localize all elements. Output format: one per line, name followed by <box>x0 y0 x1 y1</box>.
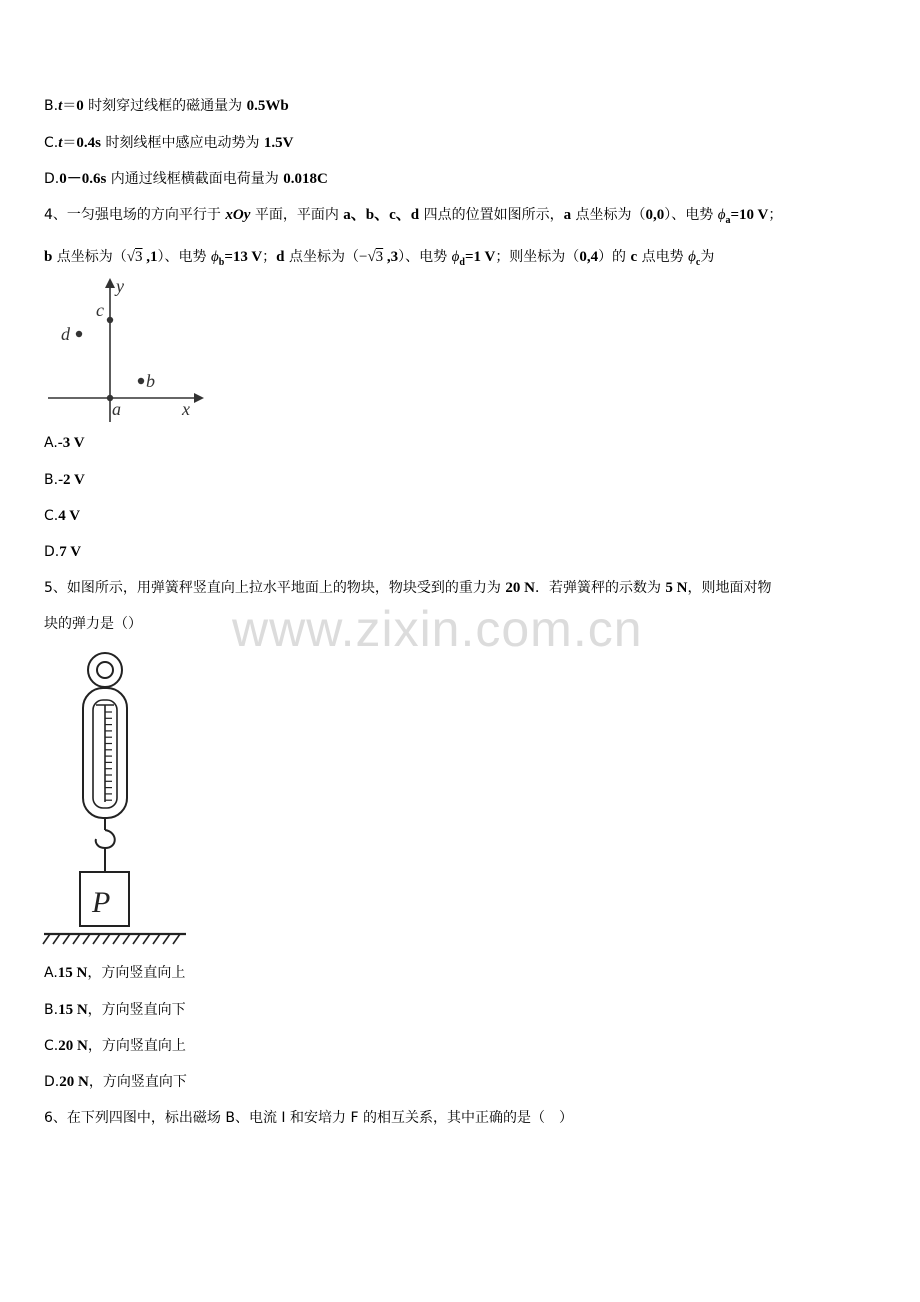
q5-stem-line2: 块的弹力是（） <box>44 616 142 632</box>
q4-coordinate-figure <box>44 276 204 422</box>
ground-hatch-line <box>123 934 130 944</box>
q5-spring-scale-figure <box>40 650 190 946</box>
q4-option-b: B.-2 V <box>44 472 85 488</box>
ground-hatch-line <box>63 934 70 944</box>
q5-option-c: C.20 N，方向竖直向上 <box>44 1038 186 1054</box>
scale-ring-outer <box>88 653 122 687</box>
hook <box>96 830 115 848</box>
y-axis-label: y <box>116 276 124 296</box>
ground-hatch-line <box>163 934 170 944</box>
q6-stem: 6、在下列四图中，标出磁场 B、电流 I 和安培力 F 的相互关系，其中正确的是（ ） <box>44 1110 573 1126</box>
x-axis-arrow <box>194 393 204 403</box>
point-c-label: c <box>96 300 104 320</box>
point-b-label: b <box>146 371 155 391</box>
ground-hatch-line <box>73 934 80 944</box>
ground-hatch-line <box>133 934 140 944</box>
q3-option-b: B.t＝0 时刻穿过线框的磁通量为 0.5Wb <box>44 98 289 114</box>
ground-hatch-line <box>103 934 110 944</box>
q5-option-b: B.15 N，方向竖直向下 <box>44 1002 186 1018</box>
ground-hatch-line <box>153 934 160 944</box>
q5-option-d: D.20 N，方向竖直向下 <box>44 1074 187 1090</box>
ground-hatching <box>43 934 180 944</box>
point-c <box>107 317 113 323</box>
point-a-label: a <box>112 399 121 419</box>
watermark: www.zixin.com.cn <box>232 601 643 657</box>
scale-ring-inner <box>97 662 113 678</box>
q4-stem-line1: 4、一匀强电场的方向平行于 xOy 平面，平面内 a、b、c、d 四点的位置如图所示，a 点坐标为（0,0）、电势 $\phi_a=10$ V； <box>44 207 783 226</box>
point-d-label: d <box>61 324 70 344</box>
ground-hatch-line <box>83 934 90 944</box>
x-axis-label: x <box>182 399 190 419</box>
q4-option-c: C.4 V <box>44 508 81 524</box>
block-p-label: P <box>92 886 111 919</box>
point-d <box>76 331 82 337</box>
q5-stem-line1: 5、如图所示，用弹簧秤竖直向上拉水平地面上的物块，物块受到的重力为 20 N．若弹簧秤的示数为 5 N，则地面对物 <box>44 580 772 596</box>
q4-option-a: A.-3 V <box>44 435 85 451</box>
ground-hatch-line <box>93 934 100 944</box>
ground-hatch-line <box>53 934 60 944</box>
ground-hatch-line <box>173 934 180 944</box>
point-b <box>138 378 144 384</box>
y-axis-arrow <box>105 278 115 288</box>
q4-option-d: D.7 V <box>44 544 82 560</box>
q5-option-a: A.15 N，方向竖直向上 <box>44 965 186 981</box>
ground-hatch-line <box>143 934 150 944</box>
q3-option-d: D.0－0.6s 内通过线框横截面电荷量为 0.018C <box>44 171 328 187</box>
ground-hatch-line <box>113 934 120 944</box>
q4-stem-line2: b 点坐标为（√3 ,1）、电势 $\phi_b=13$ V；d 点坐标为（−√3 ,3）、电势 $\phi_d=1$ V；则坐标为（0,4）的 c 点电势 $\phi_c$为 <box>44 249 715 268</box>
scale-ticks <box>105 712 112 800</box>
ground-hatch-line <box>43 934 50 944</box>
q3-option-c: C.t＝0.4s 时刻线框中感应电动势为 1.5V <box>44 135 294 151</box>
